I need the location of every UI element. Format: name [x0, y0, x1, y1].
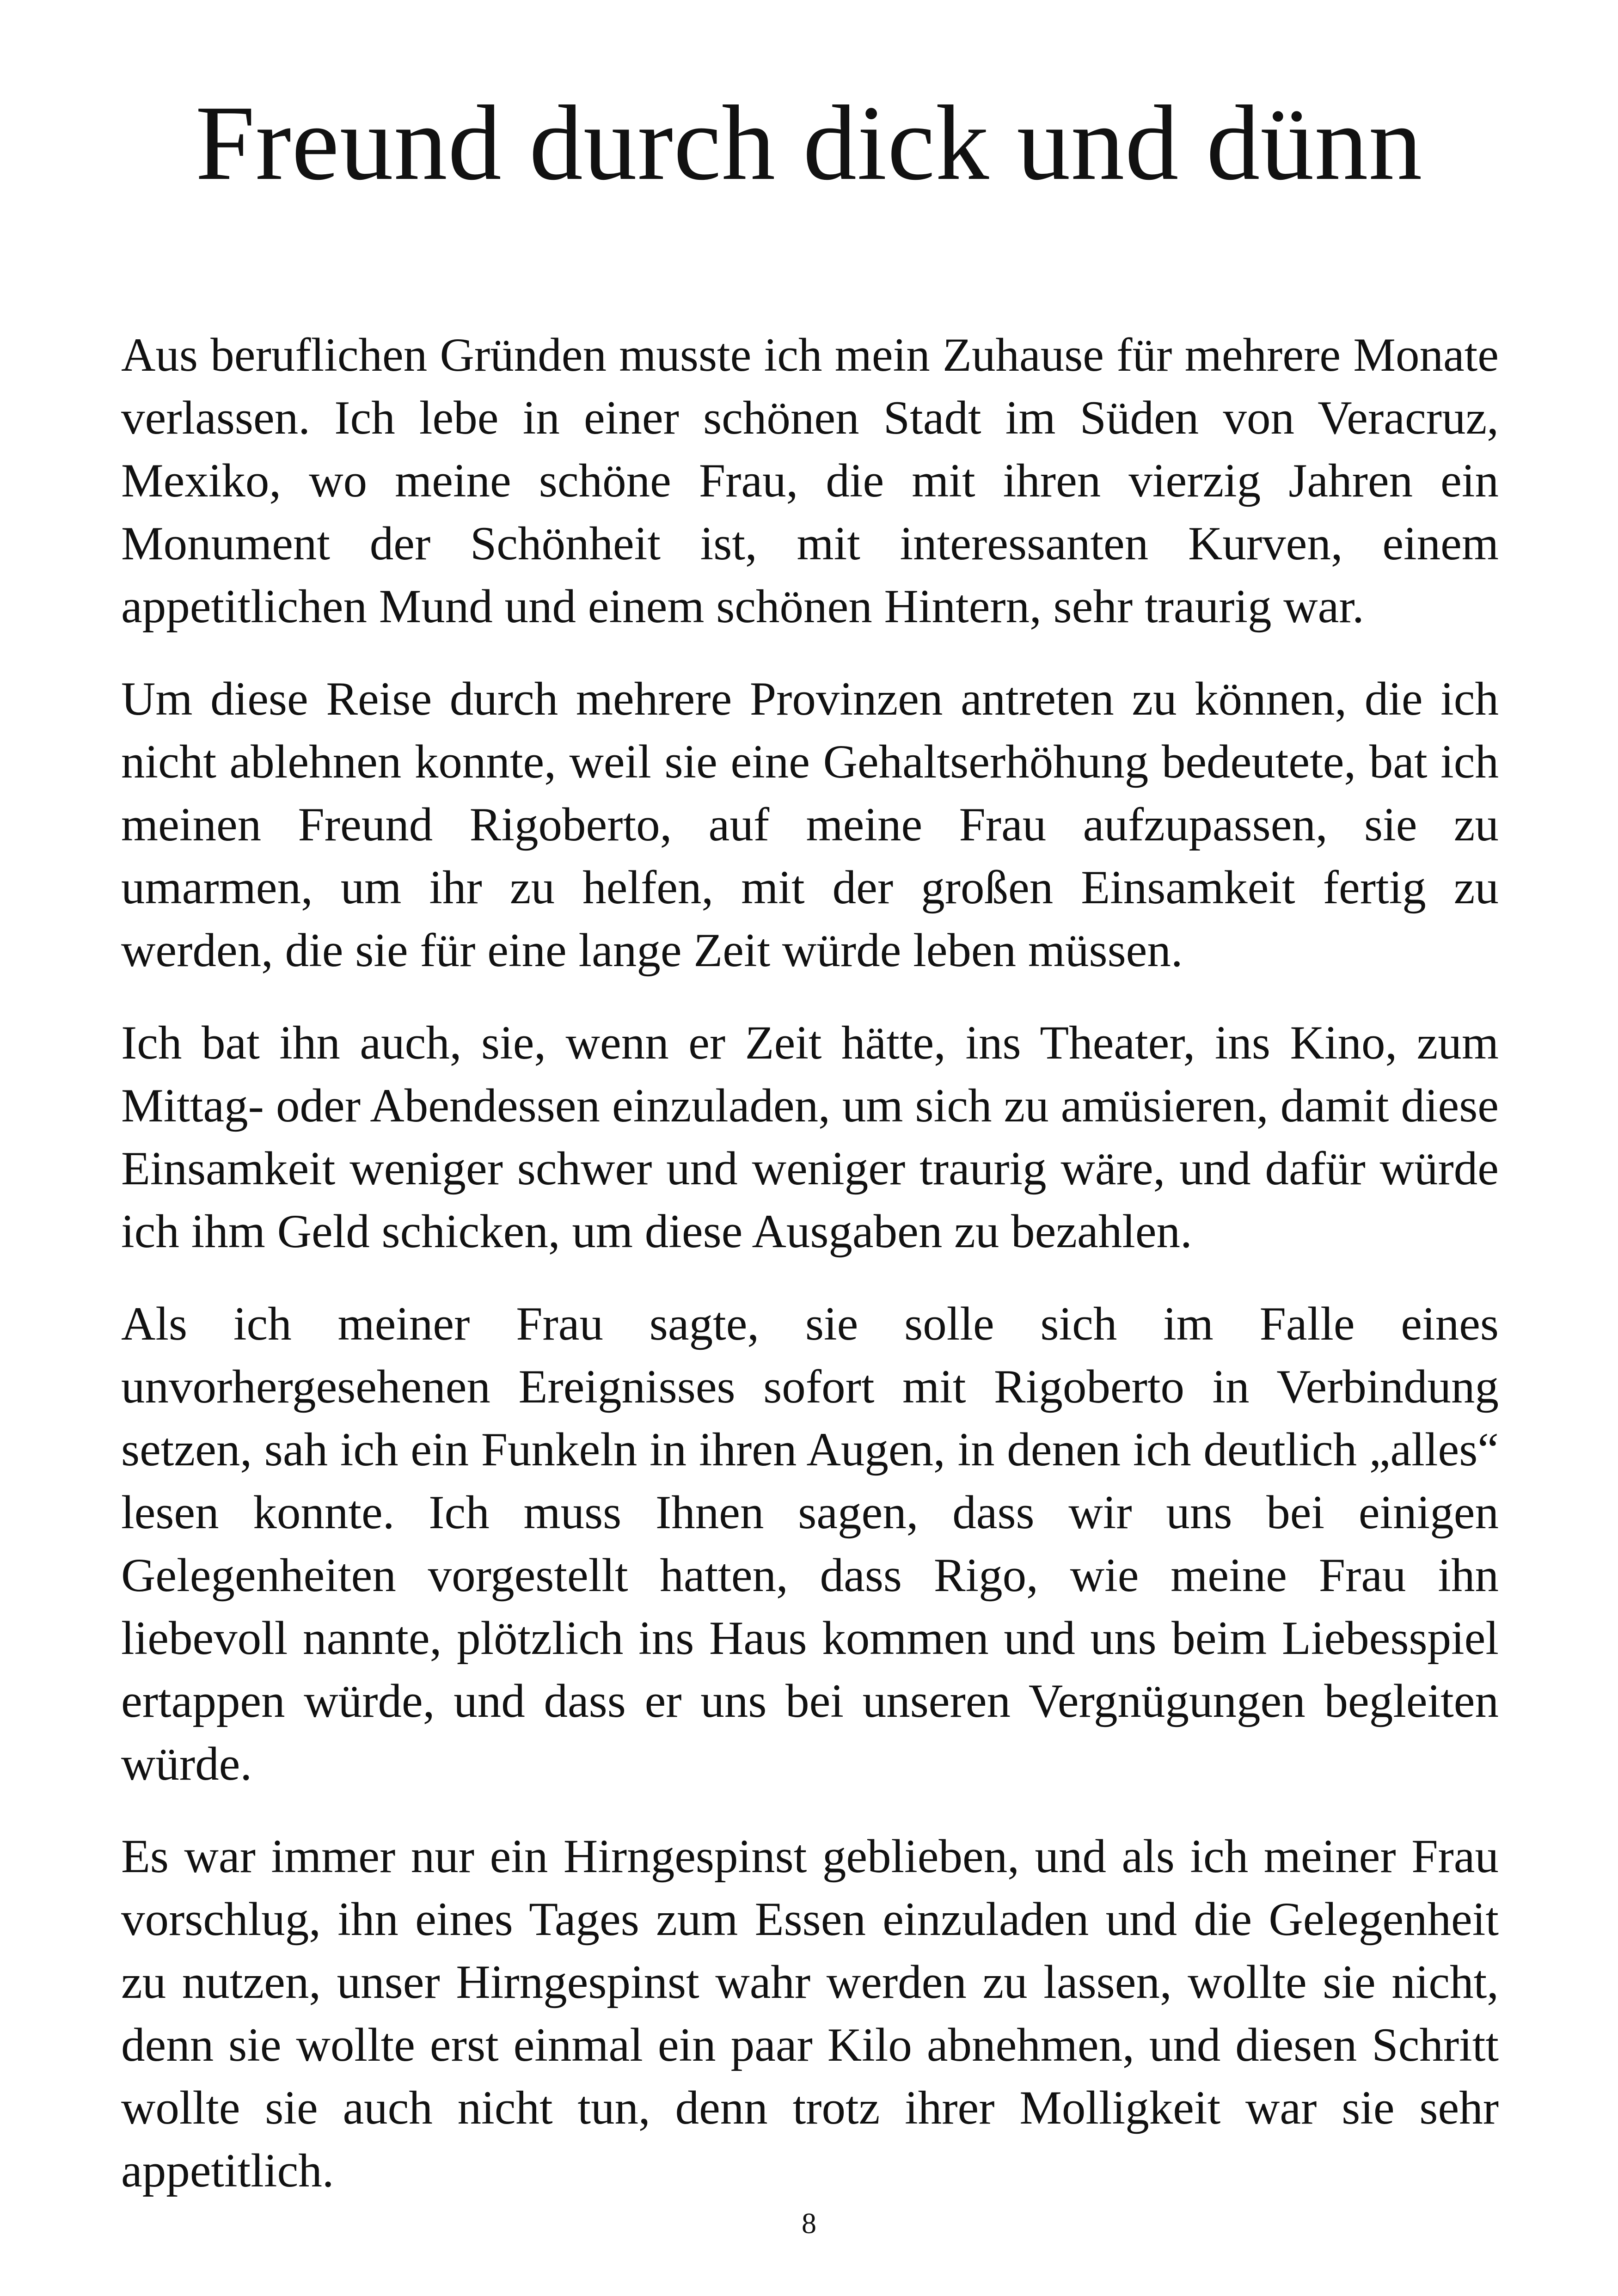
- page-number: 8: [802, 2207, 816, 2240]
- paragraph: Als ich meiner Frau sagte, sie solle sich im Falle eines unvorhergesehenen Ereignisses sofort mit Rigoberto in Verbindung setzen, sah ich ein Funkeln in ihren Augen, in denen ich deutlich „alles“ lesen konnte. Ich muss Ihnen sagen, dass wir uns bei einigen Gelegenheiten vorgestellt hatten, dass Rigo, wie meine Frau ihn liebevoll nannte, plötzlich ins Haus kommen und uns beim Liebesspiel ertappen würde, und dass er uns bei unseren Vergnügungen begleiten würde.: [121, 1298, 1499, 1790]
- paragraph: Es war immer nur ein Hirngespinst geblieben, und als ich meiner Frau vorschlug, ihn eines Tages zum Essen einzuladen und die Gelegenheit zu nutzen, unser Hirngespinst wahr werden zu lassen, wollte sie nicht, denn sie wollte erst einmal ein paar Kilo abnehmen, und diesen Schritt wollte sie auch nicht tun, denn trotz ihrer Molligkeit war sie sehr appetitlich.: [121, 1830, 1499, 2197]
- page-title: Freund durch dick und dünn: [195, 84, 1423, 202]
- paragraph: Ich bat ihn auch, sie, wenn er Zeit hätte, ins Theater, ins Kino, zum Mittag- oder Abendessen einzuladen, um sich zu amüsieren, damit diese Einsamkeit weniger schwer und weniger traurig wäre, und dafür würde ich ihm Geld schicken, um diese Ausgaben zu bezahlen.: [121, 1016, 1499, 1258]
- paragraph: Aus beruflichen Gründen musste ich mein Zuhause für mehrere Monate verlassen. Ich lebe in einer schönen Stadt im Süden von Veracruz, Mexiko, wo meine schöne Frau, die mit ihren vierzig Jahren ein Monument der Schönheit ist, mit interessanten Kurven, einem appetitlichen Mund und einem schönen Hintern, sehr traurig war.: [121, 329, 1499, 633]
- body-text: [121, 324, 1499, 2232]
- paragraph: Um diese Reise durch mehrere Provinzen antreten zu können, die ich nicht ablehnen konnte, weil sie eine Gehaltserhöhung bedeutete, bat ich meinen Freund Rigoberto, auf meine Frau aufzupassen, sie zu umarmen, um ihr zu helfen, mit der großen Einsamkeit fertig zu werden, die sie für eine lange Zeit würde leben müssen.: [121, 673, 1499, 977]
